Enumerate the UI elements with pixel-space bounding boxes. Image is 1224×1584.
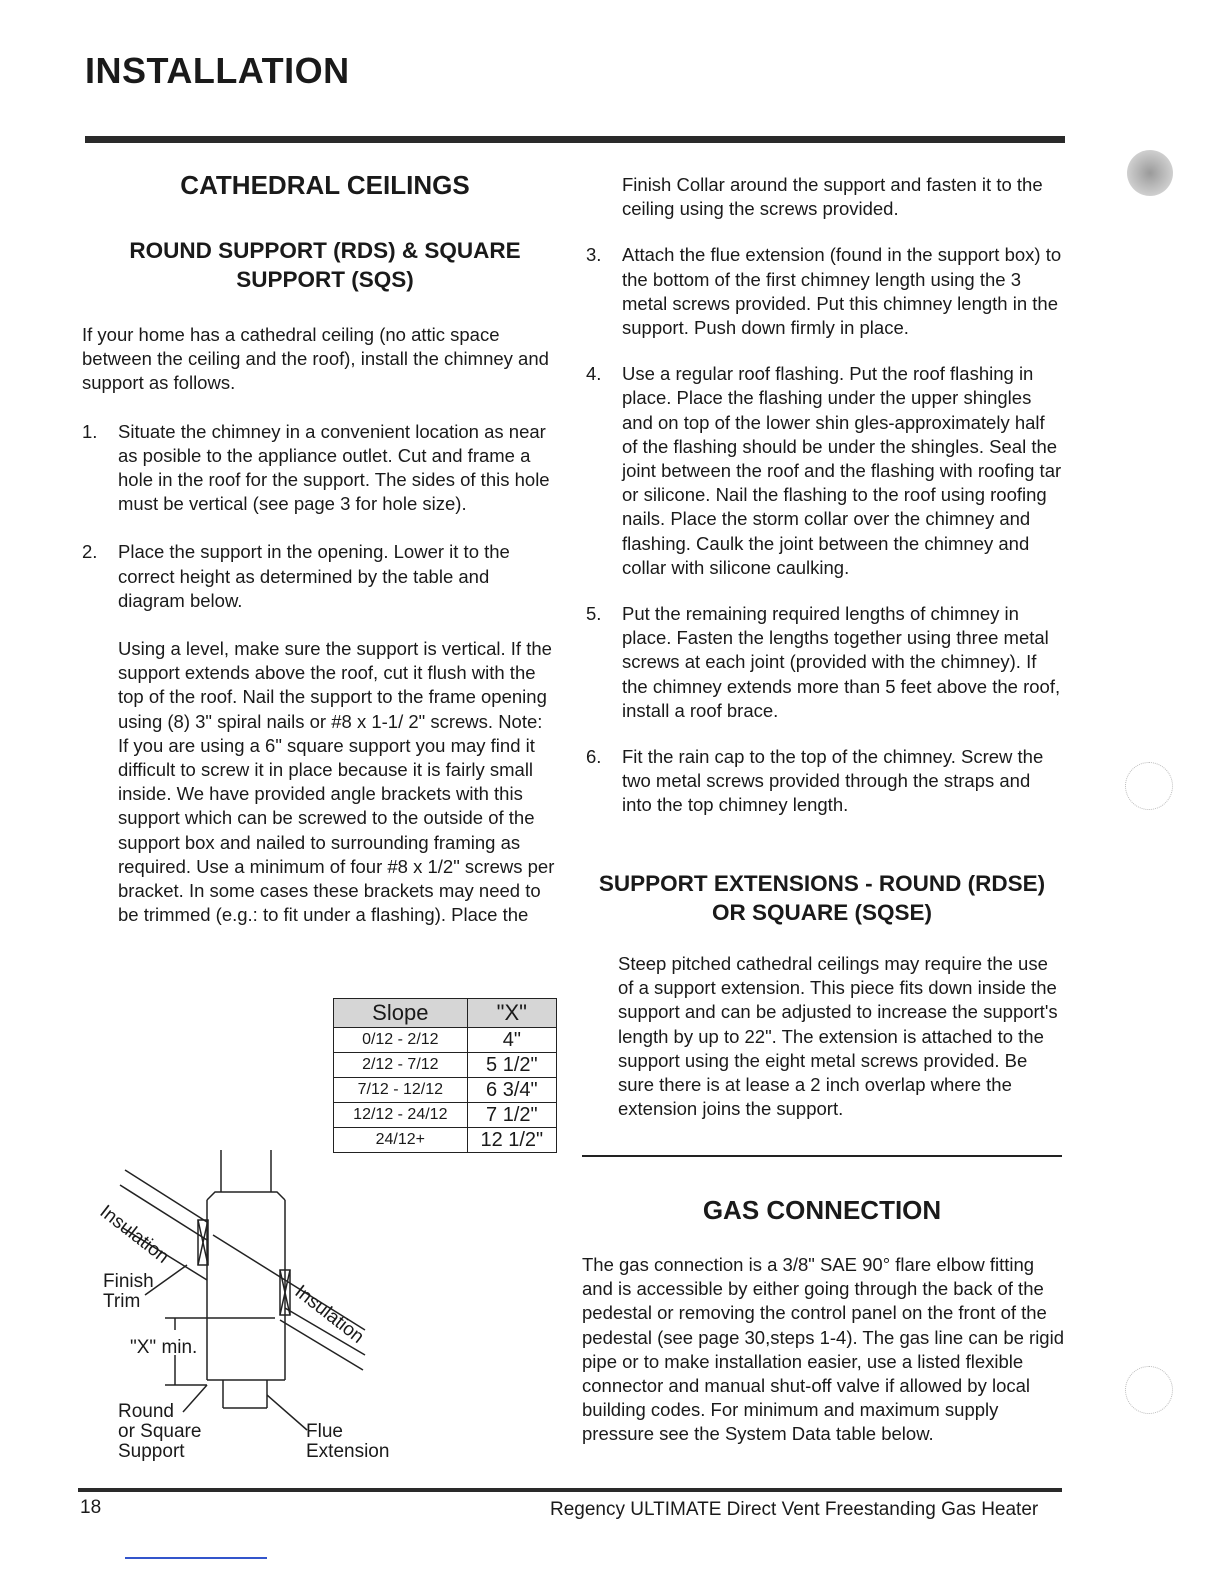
step-number: 5. <box>586 603 602 625</box>
top-rule <box>85 136 1065 143</box>
binder-hole-bottom <box>1125 1366 1173 1414</box>
right-column <box>586 173 1064 818</box>
x-header: "X" <box>467 999 556 1028</box>
left-column <box>82 323 557 927</box>
slope-cell: 7/12 - 12/12 <box>334 1078 468 1103</box>
x-cell: 7 1/2" <box>467 1103 556 1128</box>
support-label: Round or Square Support <box>118 1401 202 1462</box>
table-row <box>334 1128 557 1153</box>
step-4 <box>586 362 1064 580</box>
x-cell: 6 3/4" <box>467 1078 556 1103</box>
section-divider <box>582 1155 1062 1157</box>
step-2 <box>82 540 557 613</box>
bottom-underline <box>125 1557 267 1559</box>
step-text: Use a regular roof flashing. Put the roof flashing in place. Place the flashing under the upper shingles and on top of the lower shin gles-approximately half of the flashing should be under the shingles. Seal the joint between the roof and the flashing with roofing tar or silicone. Nail the flashing to the roof using roofing nails. Place the storm collar over the chimney and flashing. Caulk the joint between the chimney and collar with silicone caulking. <box>622 363 1062 578</box>
leader-flue <box>267 1395 307 1430</box>
subheading-round-square-support: ROUND SUPPORT (RDS) & SQUARE SUPPORT (SQS) <box>129 238 521 292</box>
insulation-label-left: Insulation <box>95 1201 173 1268</box>
storm-collar <box>207 1192 285 1200</box>
step-number: 2. <box>82 541 98 563</box>
finish-trim-label: Finish Trim <box>103 1271 154 1312</box>
step-number: 4. <box>586 363 602 385</box>
binder-hole-middle <box>1125 762 1173 810</box>
insulation-label-right: Insulation <box>290 1281 368 1348</box>
page-number: 18 <box>80 1497 102 1518</box>
x-min-label: "X" min. <box>130 1337 198 1358</box>
step-text: Attach the flue extension (found in the support box) to the bottom of the first chimney length using the 3 metal screws provided. Put this chimney length in the support. Push down firmly in place. <box>622 244 1062 339</box>
step-5 <box>586 602 1064 723</box>
table-row <box>334 1103 557 1128</box>
footer-product-name: Regency ULTIMATE Direct Vent Freestanding Gas Heater <box>550 1499 1039 1520</box>
slope-table <box>333 998 557 1153</box>
flue-extension-label: Flue Extension <box>306 1421 390 1462</box>
step-text: Fit the rain cap to the top of the chimney. Screw the two metal screws provided through the straps and into the top chimney length. <box>622 746 1044 816</box>
slope-cell: 24/12+ <box>334 1128 468 1153</box>
step-text: Situate the chimney in a convenient location as near as posible to the appliance outlet. Cut and frame a hole in the roof for the support. The sides of this hole must be vertical (see page 3 for hole size). <box>118 420 550 515</box>
page-title: INSTALLATION <box>85 50 350 91</box>
bottom-rule <box>78 1488 1062 1492</box>
step-3 <box>586 243 1064 340</box>
x-cell: 12 1/2" <box>467 1128 556 1153</box>
slope-cell: 12/12 - 24/12 <box>334 1103 468 1128</box>
slope-cell: 0/12 - 2/12 <box>334 1028 468 1053</box>
step-6 <box>586 745 1064 818</box>
gas-connection-heading: GAS CONNECTION <box>702 1195 942 1225</box>
continued-text: Finish Collar around the support and fasten it to the ceiling using the screws provided. <box>622 174 1043 220</box>
support-extensions-heading: SUPPORT EXTENSIONS - ROUND (RDSE) OR SQUARE (SQSE) <box>598 871 1046 925</box>
x-cell: 5 1/2" <box>467 1053 556 1078</box>
table-row <box>334 1078 557 1103</box>
x-cell: 4" <box>467 1028 556 1053</box>
support-extensions-text: Steep pitched cathedral ceilings may require the use of a support extension. This piece fits down inside the support and can be adjusted to increase the support's length by up to 22". The extension is attached to the support using the eight metal screws provided. Be sure there is at lease a 2 inch overlap where the extension joins the support. <box>618 953 1058 1120</box>
table-row <box>334 1053 557 1078</box>
table-header-row <box>334 999 557 1028</box>
step-text: Place the support in the opening. Lower it to the correct height as determined by the table and diagram below. <box>118 541 510 611</box>
table-row <box>334 1028 557 1053</box>
step-2-continued: Using a level, make sure the support is vertical. If the support extends above the roof, cut it flush with the top of the roof. Nail the support to the frame opening using (8) 3" spiral nails or #8 x 1-1/ 2" screws. Note: If you are using a 6" square support you may find it difficult to screw it in place because it is fairly small inside. We have provided angle brackets with this support which can be screwed to the outside of the support box and nailed to surrounding framing as required. Use a minimum of four #8 x 1/2" screws per bracket. In some cases these brackets may need to be trimmed (e.g.: to fit under a flashing). Place the <box>118 638 555 926</box>
step-number: 1. <box>82 420 98 442</box>
step-number: 6. <box>586 746 602 768</box>
binder-hole-top <box>1127 150 1173 196</box>
slope-cell: 2/12 - 7/12 <box>334 1053 468 1078</box>
step-text: Put the remaining required lengths of chimney in place. Fasten the lengths together using three metal screws at each joint (provided with the chimney). If the chimney extends more than 5 feet above the roof, install a roof brace. <box>622 603 1061 721</box>
gas-connection-text: The gas connection is a 3/8" SAE 90° flare elbow fitting and is accessible by either going through the back of the pedestal or removing the control panel on the front of the pedestal (see page 30,steps 1-4). The gas line can be rigid pipe or to make installation easier, use a listed flexible connector and manual shut-off valve if allowed by local building codes. For minimum and maximum supply pressure see the System Data table below. <box>582 1254 1064 1445</box>
step-number: 3. <box>586 244 602 266</box>
step-1 <box>82 420 557 517</box>
slope-header: Slope <box>334 999 468 1028</box>
intro-paragraph: If your home has a cathedral ceiling (no attic space between the ceiling and the roof), install the chimney and support as follows. <box>82 324 549 394</box>
section-heading-cathedral-ceilings: CATHEDRAL CEILINGS <box>180 170 470 200</box>
